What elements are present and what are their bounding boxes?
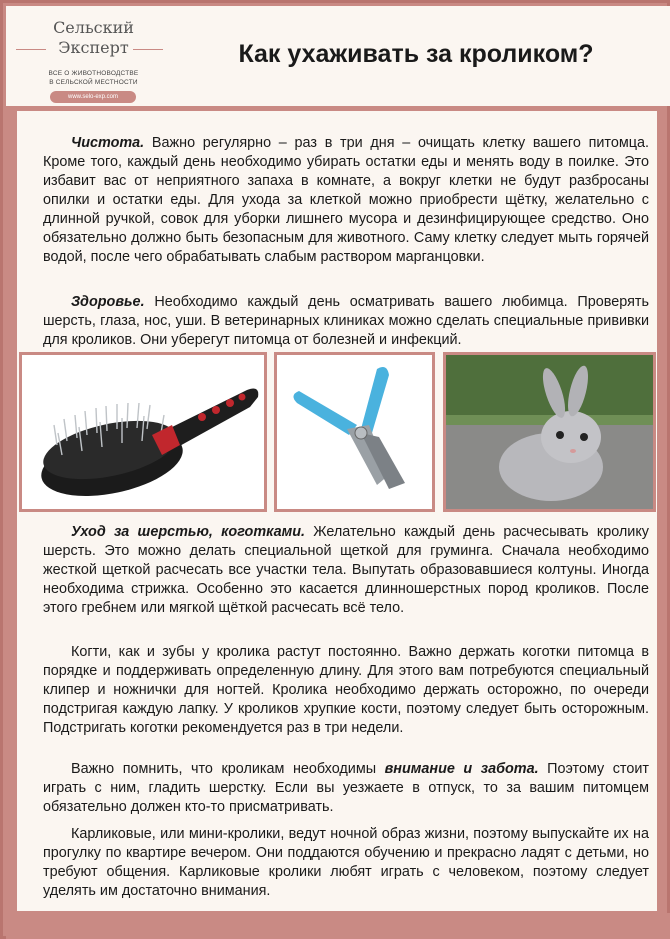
- logo-tagline-line2: В СЕЛЬСКОЙ МЕСТНОСТИ: [49, 79, 138, 86]
- logo-tagline-line1: ВСЕ О ЖИВОТНОВОДСТВЕ: [48, 70, 139, 77]
- brush-icon: [22, 355, 264, 509]
- paragraph-dwarf: Карликовые, или мини-кролики, ведут ночной образ жизни, поэтому выпускайте их на прогулку по квартире вечером. Они поддаются обучению и прекрасно ладят с детьми, но требуют общения. Карликовые кролики любят играть с человеком, поэтому следует уделять им достаточно внимания.: [43, 826, 649, 899]
- photo-nail-clipper: [274, 352, 435, 512]
- lead-cleanliness: Чистота.: [71, 135, 145, 151]
- paragraph-grooming: [43, 523, 649, 618]
- logo-name-line1: Сельский: [53, 18, 134, 37]
- logo-name: [16, 18, 171, 58]
- logo-divider-left: [16, 49, 46, 50]
- logo-divider-right: [133, 49, 163, 50]
- paragraph-health: [43, 293, 649, 350]
- paragraph-claws: Когти, как и зубы у кролика растут постоянно. Важно держать коготки питомца в порядке и поддерживать определенную длину. Для этого вам потребуются специальный клипер и ножнички для ногтей. Кролика необходимо держать осторожно, по очереди подстригая каждую лапку. У кроликов хрупкие кости, поэтому следует быть осторожным. Подстригать коготки рекомендуется раз в три недели.: [43, 644, 649, 736]
- text-attention-after: Поэтому стоит играть с ним, гладить шерстку. Если вы уезжаете в отпуск, то за вашим питомцем обязательно должен кто-то присматривать.: [43, 761, 649, 815]
- text-grooming: Желательно каждый день расчесывать кролику шерсть. Это можно делать специальной щеткой для груминга. Сначала необходимо жесткой щеткой расчесать все участки тела. Выпутать образовавшиеся колтуны. Иногда необходима стрижка. Особенно это касается длинношерстных пород кроликов. После этого гребнем или мягкой щёткой расчесать всё тело.: [43, 524, 649, 616]
- logo-url-badge[interactable]: www.selo-exp.com: [50, 91, 136, 103]
- page-title: Как ухаживать за кроликом?: [238, 40, 594, 68]
- text-health: Необходимо каждый день осматривать вашего любимца. Проверять шерсть, глаза, нос, уши. В ветеринарных клиниках можно сделать специальные прививки для кроликов. Они уберегут питомца от болезней и инфекций.: [43, 294, 649, 348]
- photo-grooming-brush: [19, 352, 267, 512]
- logo-name-line2: Эксперт: [58, 38, 129, 57]
- text-cleanliness: Важно регулярно – раз в три дня – очищать клетку вашего питомца. Кроме того, каждый день необходимо убирать остатки еды и менять воду в поилке. Это избавит вас от неприятного запаха в комнате, а вокруг клетки не будут разбросаны опилки и остатки еды. Для ухода за клеткой можно приобрести щётку, желательно с длинной ручкой, совок для уборки лишнего мусора и дезинфицирующее средство. Оно обязательно должно быть безопасным для животного. Саму клетку следует мыть горячей водой, после чего обрабатывать слабым раствором марганцовки.: [43, 135, 649, 265]
- photo-bunny: [443, 352, 656, 512]
- logo-tagline: [16, 69, 171, 87]
- footer-strip: [6, 913, 670, 939]
- emphasis-attention: внимание и забота.: [384, 761, 539, 777]
- rabbit-icon: [446, 355, 653, 509]
- paragraph-cleanliness: [43, 134, 649, 267]
- clipper-icon: [277, 355, 432, 509]
- header: [6, 6, 670, 106]
- lead-grooming: Уход за шерстью, коготками.: [71, 524, 306, 540]
- lead-health: Здоровье.: [71, 294, 145, 310]
- paragraph-attention: [43, 760, 649, 817]
- text-attention-before: Важно помнить, что кроликам необходимы: [71, 761, 385, 777]
